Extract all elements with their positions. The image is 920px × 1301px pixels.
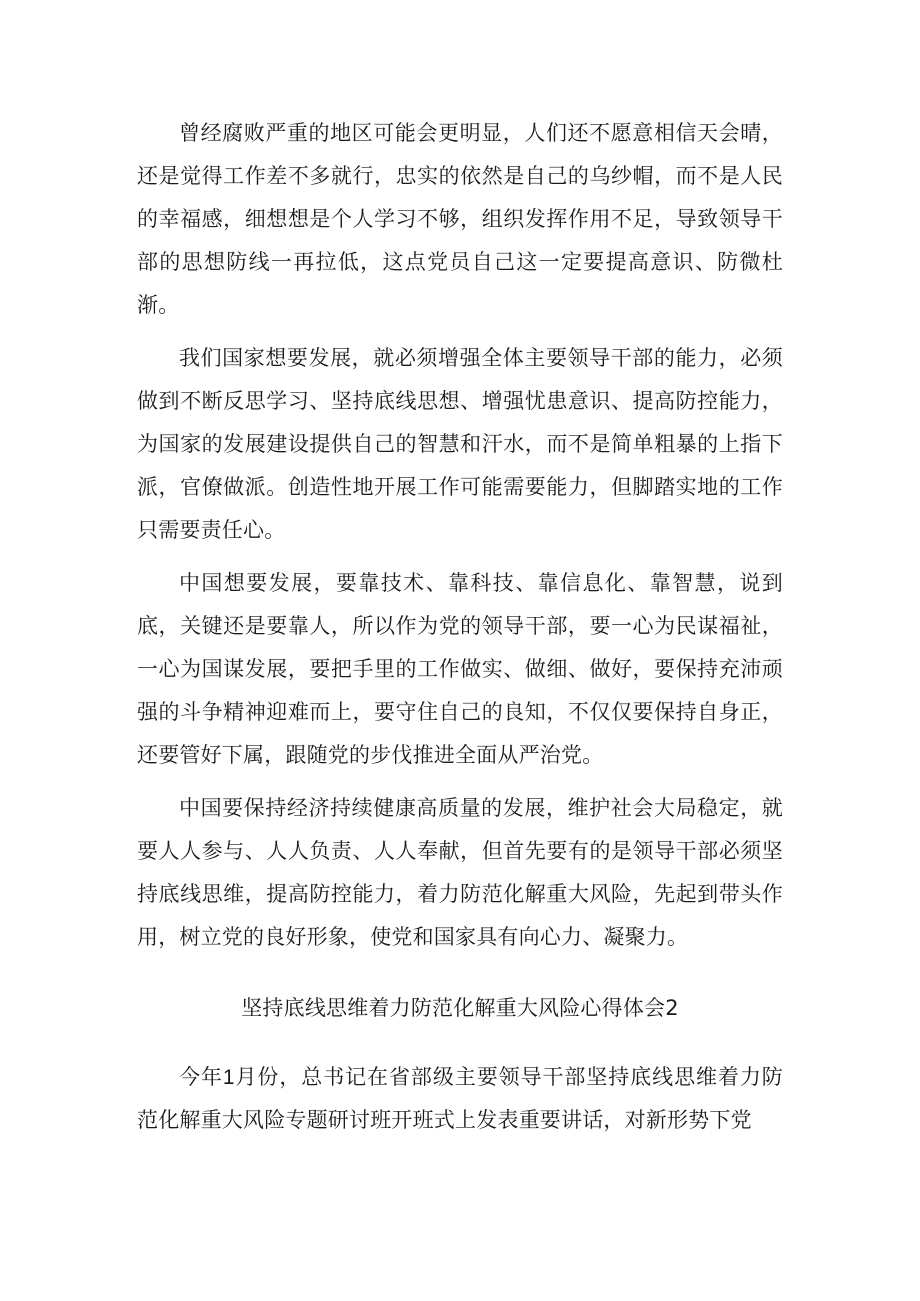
paragraph-5-number: 1: [222, 1066, 235, 1089]
paragraph-5: [137, 1056, 783, 1142]
paragraph-3: 中国想要发展，要靠技术、靠科技、靠信息化、靠智慧，说到底，关键还是要靠人，所以作为党的领导干部，要一心为民谋福祉，一心为国谋发展，要把手里的工作做实、做细、做好，要保持充沛顽强的斗争精神迎难而上，要守住自己的良知，不仅仅要保持自身正，还要管好下属，跟随党的步伐推进全面从严治党。: [137, 571, 783, 767]
paragraph-1: 曾经腐败严重的地区可能会更明显，人们还不愿意相信天会晴，还是觉得工作差不多就行，忠实的依然是自己的乌纱帽，而不是人民的幸福感，细想想是个人学习不够，组织发挥作用不足，导致领导干部的思想防线一再拉低，这点党员自己这一定要提高意识、防微杜渐。: [137, 121, 783, 317]
paragraph-2: 我们国家想要发展，就必须增强全体主要领导干部的能力，必须做到不断反思学习、坚持底线思想、增强忧患意识、提高防控能力，为国家的发展建设提供自己的智慧和汗水，而不是简单粗暴的上指下派，官僚做派。创造性地开展工作可能需要能力，但脚踏实地的工作只需要责任心。: [137, 346, 783, 542]
paragraph-5-after: 月份，总书记在省部级主要领导干部坚持底线思维着力防范化解重大风险专题研讨班开班式上发表重要讲话，对新形势下党: [137, 1065, 783, 1132]
section-heading: 坚持底线思维着力防范化解重大风险心得体会2: [241, 996, 679, 1020]
paragraph-4: 中国要保持经济持续健康高质量的发展，维护社会大局稳定，就要人人参与、人人负责、人人奉献，但首先要有的是领导干部必须坚持底线思维，提高防控能力，着力防范化解重大风险，先起到带头作用，树立党的良好形象，使党和国家具有向心力、凝聚力。: [137, 796, 783, 949]
paragraph-5-before: 今年: [179, 1065, 223, 1089]
document-body: [137, 112, 783, 1152]
